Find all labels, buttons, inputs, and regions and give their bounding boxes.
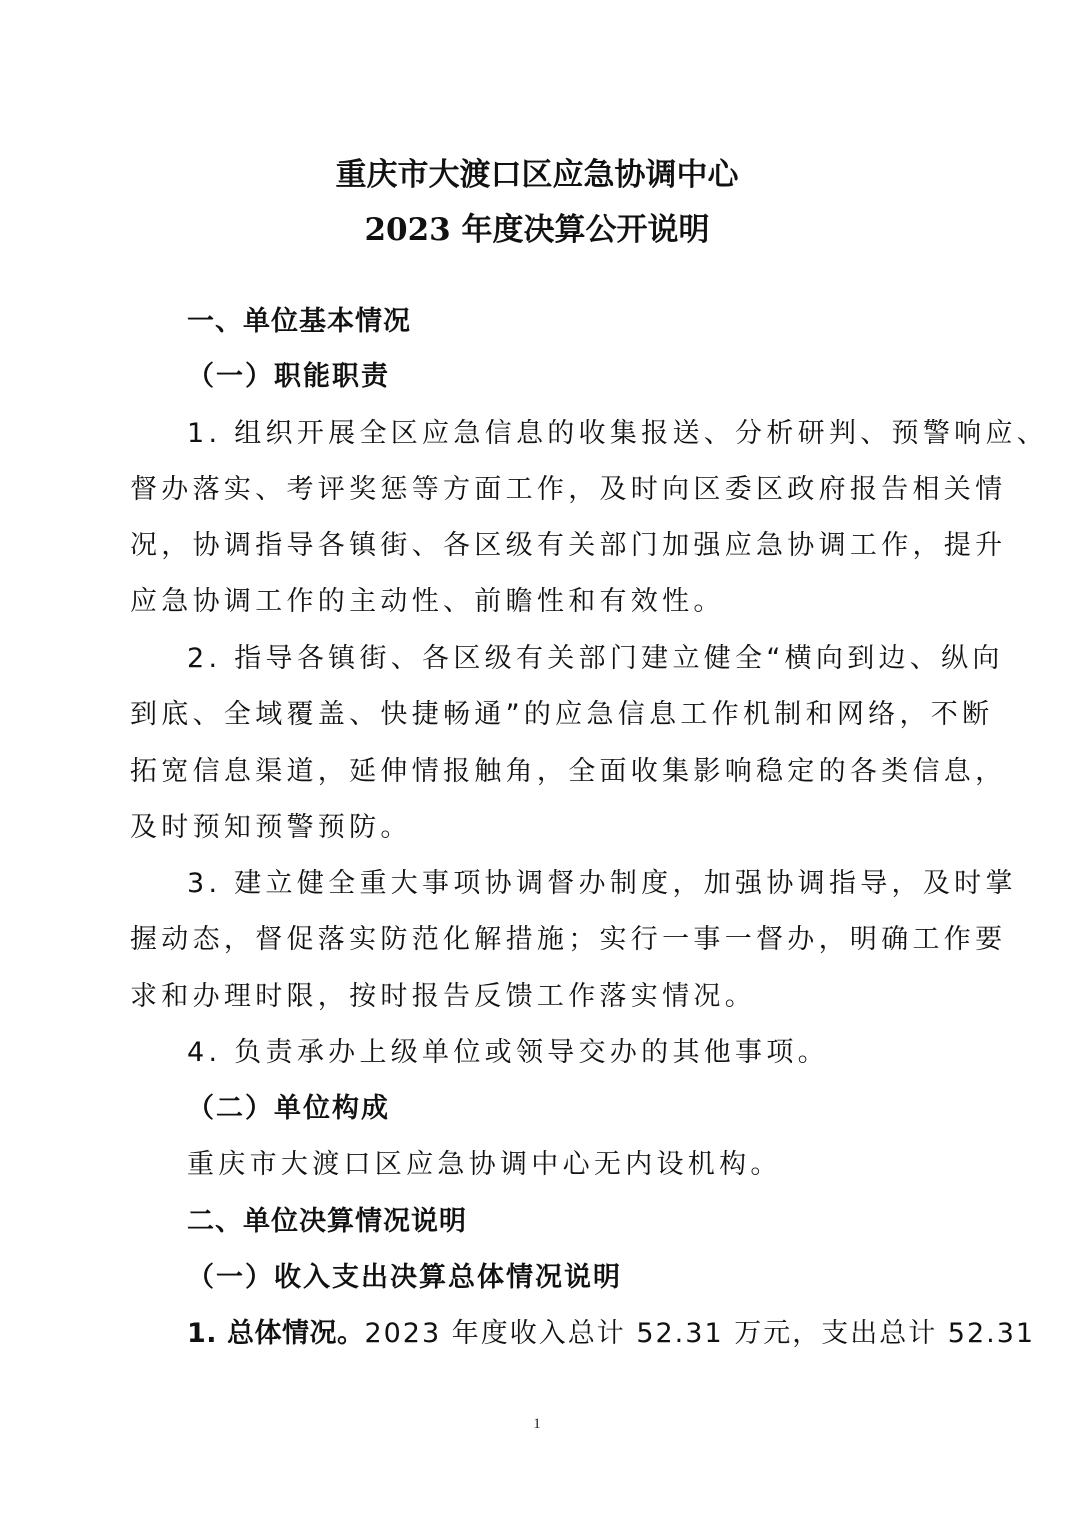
paragraph-line: 况，协调指导各镇街、各区级有关部门加强应急协调工作，提升 <box>130 530 1007 561</box>
paragraph-line: 1. 组织开展全区应急信息的收集报送、分析研判、预警响应、 <box>187 418 1049 449</box>
subheading-duties: （一）职能职责 <box>187 361 390 392</box>
paragraph-text: 2023 年度收入总计 52.31 万元，支出总计 52.31 <box>364 1318 1036 1349</box>
paragraph-line: 求和办理时限，按时报告反馈工作落实情况。 <box>130 981 756 1012</box>
paragraph-line: 4. 负责承办上级单位或领导交办的其他事项。 <box>187 1037 829 1068</box>
paragraph-line: 3. 建立健全重大事项协调督办制度，加强协调指导，及时掌 <box>187 868 1017 899</box>
paragraph-line: 握动态，督促落实防范化解措施；实行一事一督办，明确工作要 <box>130 924 1007 955</box>
paragraph-line: 拓宽信息渠道，延伸情报触角，全面收集影响稳定的各类信息， <box>130 756 1007 787</box>
paragraph-line <box>187 1312 1036 1356</box>
document-title-line1: 重庆市大渡口区应急协调中心 <box>335 157 739 193</box>
subheading-income-expense: （一）收入支出决算总体情况说明 <box>187 1262 622 1293</box>
paragraph-line: 2. 指导各镇街、各区级有关部门建立健全“横向到边、纵向 <box>187 643 1004 674</box>
document-title-line2: 2023 年度决算公开说明 <box>364 212 710 248</box>
paragraph-line: 督办落实、考评奖惩等方面工作，及时向区委区政府报告相关情 <box>130 474 1007 505</box>
page-number: 1 <box>533 1416 541 1432</box>
paragraph-line: 到底、全域覆盖、快捷畅通”的应急信息工作机制和网络，不断 <box>130 699 994 730</box>
paragraph-line: 应急协调工作的主动性、前瞻性和有效性。 <box>130 586 725 617</box>
subheading-composition: （二）单位构成 <box>187 1093 390 1124</box>
paragraph-line: 重庆市大渡口区应急协调中心无内设机构。 <box>187 1149 782 1180</box>
paragraph-lead-label: 1. 总体情况。 <box>187 1318 365 1349</box>
section-heading-basic-info: 一、单位基本情况 <box>187 306 411 337</box>
paragraph-line: 及时预知预警预防。 <box>130 812 412 843</box>
section-heading-final-accounts: 二、单位决算情况说明 <box>187 1206 467 1237</box>
